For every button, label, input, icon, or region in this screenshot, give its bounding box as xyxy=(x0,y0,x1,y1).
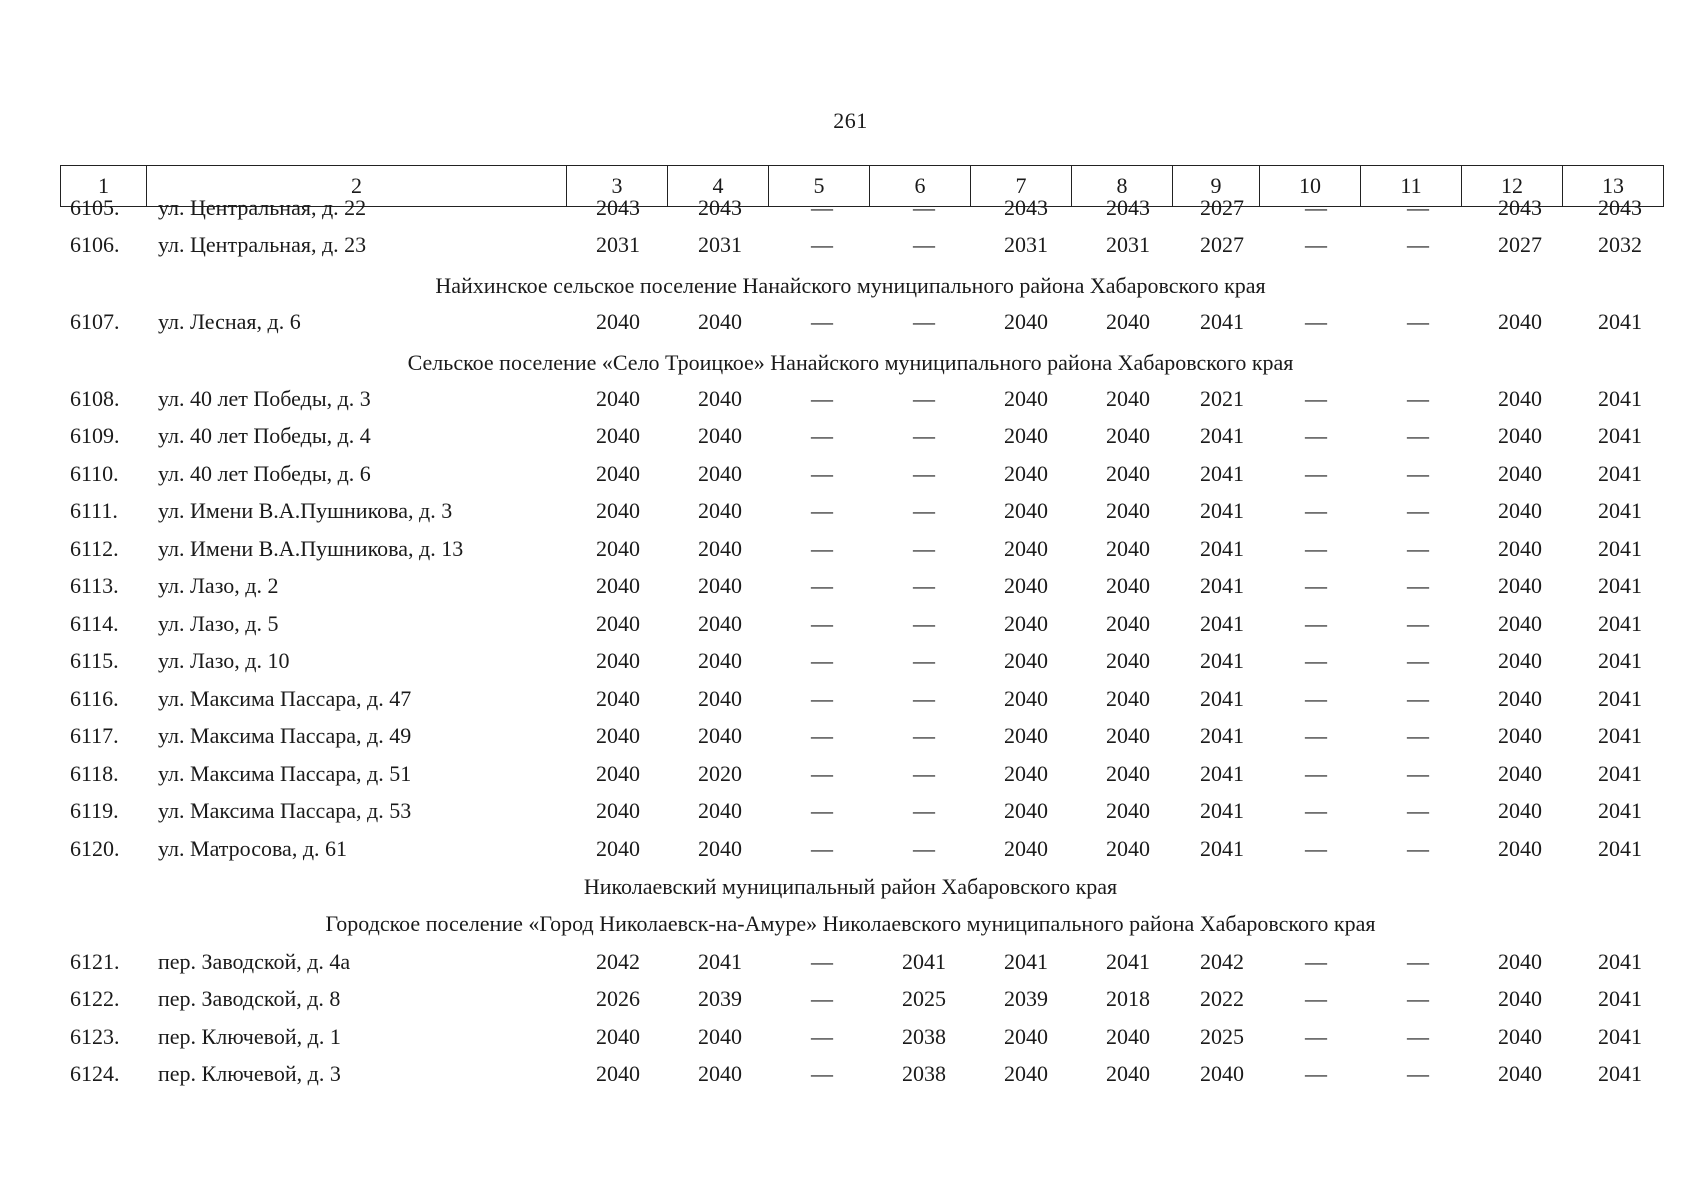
table-row xyxy=(0,227,1701,263)
cell-col-10: — xyxy=(1305,498,1327,523)
cell-col-5: — xyxy=(811,723,833,748)
table-row xyxy=(0,944,1701,980)
cell-col-10: — xyxy=(1305,232,1327,257)
table-row xyxy=(0,304,1701,340)
cell-col-5: — xyxy=(811,309,833,334)
table-row xyxy=(0,793,1701,829)
cell-col-11: — xyxy=(1407,1024,1429,1049)
cell-col-10: — xyxy=(1305,195,1327,220)
cell-col-7: 2040 xyxy=(1004,798,1048,823)
cell-col-6: — xyxy=(913,195,935,220)
cell-col-9: 2027 xyxy=(1200,232,1244,257)
cell-col-6: 2041 xyxy=(902,949,946,974)
cell-col-9: 2041 xyxy=(1200,423,1244,448)
cell-col-10: — xyxy=(1305,986,1327,1011)
cell-col-8: 2040 xyxy=(1106,686,1150,711)
cell-col-9: 2041 xyxy=(1200,686,1244,711)
header-cell-1: 1 xyxy=(61,166,147,207)
cell-col-4: 2040 xyxy=(698,798,742,823)
cell-col-6: — xyxy=(913,686,935,711)
table-row xyxy=(0,1056,1701,1092)
cell-col-13: 2032 xyxy=(1598,232,1642,257)
cell-col-11: — xyxy=(1407,611,1429,636)
cell-col-5: — xyxy=(811,648,833,673)
cell-col-6: — xyxy=(913,573,935,598)
header-cell-9: 9 xyxy=(1173,166,1260,207)
row-address: пер. Ключевой, д. 1 xyxy=(158,1024,341,1049)
cell-col-13: 2041 xyxy=(1598,986,1642,1011)
cell-col-11: — xyxy=(1407,573,1429,598)
cell-col-10: — xyxy=(1305,723,1327,748)
row-address: ул. 40 лет Победы, д. 3 xyxy=(158,386,371,411)
cell-col-5: — xyxy=(811,986,833,1011)
cell-col-12: 2043 xyxy=(1498,195,1542,220)
cell-col-12: 2040 xyxy=(1498,1061,1542,1086)
cell-col-10: — xyxy=(1305,611,1327,636)
cell-col-5: — xyxy=(811,195,833,220)
cell-col-8: 2040 xyxy=(1106,461,1150,486)
cell-col-8: 2040 xyxy=(1106,836,1150,861)
header-cell-3: 3 xyxy=(567,166,668,207)
cell-col-9: 2027 xyxy=(1200,195,1244,220)
row-address: ул. Лазо, д. 5 xyxy=(158,611,279,636)
row-address: ул. Лесная, д. 6 xyxy=(158,309,301,334)
cell-col-4: 2040 xyxy=(698,1061,742,1086)
table-row xyxy=(0,718,1701,754)
cell-col-9: 2041 xyxy=(1200,611,1244,636)
cell-col-7: 2040 xyxy=(1004,1024,1048,1049)
cell-col-4: 2041 xyxy=(698,949,742,974)
row-number: 6109. xyxy=(70,423,120,448)
cell-col-13: 2041 xyxy=(1598,836,1642,861)
cell-col-8: 2040 xyxy=(1106,423,1150,448)
cell-col-11: — xyxy=(1407,986,1429,1011)
row-number: 6117. xyxy=(70,723,119,748)
header-cell-12: 12 xyxy=(1462,166,1563,207)
cell-col-11: — xyxy=(1407,648,1429,673)
cell-col-9: 2041 xyxy=(1200,536,1244,561)
row-number: 6121. xyxy=(70,949,120,974)
row-number: 6114. xyxy=(70,611,119,636)
cell-col-4: 2040 xyxy=(698,461,742,486)
row-address: ул. Максима Пассара, д. 47 xyxy=(158,686,412,711)
cell-col-9: 2021 xyxy=(1200,386,1244,411)
cell-col-11: — xyxy=(1407,309,1429,334)
row-number: 6122. xyxy=(70,986,120,1011)
cell-col-10: — xyxy=(1305,761,1327,786)
row-address: ул. Максима Пассара, д. 51 xyxy=(158,761,412,786)
cell-col-8: 2040 xyxy=(1106,723,1150,748)
table-row xyxy=(0,568,1701,604)
row-number: 6118. xyxy=(70,761,119,786)
cell-col-13: 2041 xyxy=(1598,386,1642,411)
section-heading: Николаевский муниципальный район Хабаровского края xyxy=(583,874,1118,899)
cell-col-4: 2040 xyxy=(698,611,742,636)
cell-col-8: 2040 xyxy=(1106,536,1150,561)
cell-col-6: — xyxy=(913,423,935,448)
cell-col-12: 2040 xyxy=(1498,611,1542,636)
cell-col-11: — xyxy=(1407,498,1429,523)
cell-col-12: 2040 xyxy=(1498,309,1542,334)
table-row xyxy=(0,643,1701,679)
header-cell-4: 4 xyxy=(668,166,769,207)
cell-col-3: 2031 xyxy=(596,232,640,257)
cell-col-3: 2040 xyxy=(596,1024,640,1049)
cell-col-6: — xyxy=(913,761,935,786)
cell-col-3: 2040 xyxy=(596,309,640,334)
cell-col-10: — xyxy=(1305,1024,1327,1049)
cell-col-4: 2031 xyxy=(698,232,742,257)
cell-col-8: 2040 xyxy=(1106,573,1150,598)
cell-col-3: 2043 xyxy=(596,195,640,220)
cell-col-13: 2041 xyxy=(1598,461,1642,486)
cell-col-9: 2041 xyxy=(1200,461,1244,486)
cell-col-3: 2040 xyxy=(596,686,640,711)
cell-col-7: 2040 xyxy=(1004,761,1048,786)
cell-col-7: 2041 xyxy=(1004,949,1048,974)
cell-col-7: 2040 xyxy=(1004,611,1048,636)
cell-col-6: — xyxy=(913,648,935,673)
cell-col-5: — xyxy=(811,423,833,448)
cell-col-13: 2041 xyxy=(1598,949,1642,974)
table-row xyxy=(0,606,1701,642)
row-address: ул. Имени В.А.Пушникова, д. 3 xyxy=(158,498,453,523)
cell-col-11: — xyxy=(1407,761,1429,786)
cell-col-11: — xyxy=(1407,798,1429,823)
cell-col-12: 2040 xyxy=(1498,498,1542,523)
cell-col-8: 2043 xyxy=(1106,195,1150,220)
header-cell-7: 7 xyxy=(971,166,1072,207)
cell-col-9: 2041 xyxy=(1200,798,1244,823)
cell-col-11: — xyxy=(1407,949,1429,974)
cell-col-3: 2040 xyxy=(596,423,640,448)
cell-col-4: 2040 xyxy=(698,573,742,598)
cell-col-4: 2040 xyxy=(698,386,742,411)
table-row xyxy=(0,381,1701,417)
cell-col-5: — xyxy=(811,611,833,636)
cell-col-11: — xyxy=(1407,686,1429,711)
cell-col-6: — xyxy=(913,232,935,257)
row-number: 6107. xyxy=(70,309,120,334)
cell-col-8: 2040 xyxy=(1106,309,1150,334)
cell-col-6: — xyxy=(913,611,935,636)
cell-col-3: 2040 xyxy=(596,798,640,823)
cell-col-12: 2040 xyxy=(1498,986,1542,1011)
row-number: 6108. xyxy=(70,386,120,411)
cell-col-6: — xyxy=(913,386,935,411)
cell-col-11: — xyxy=(1407,723,1429,748)
row-address: ул. Максима Пассара, д. 53 xyxy=(158,798,412,823)
cell-col-10: — xyxy=(1305,798,1327,823)
table-row xyxy=(0,493,1701,529)
cell-col-12: 2040 xyxy=(1498,386,1542,411)
row-address: ул. Лазо, д. 2 xyxy=(158,573,279,598)
row-number: 6106. xyxy=(70,232,120,257)
section-heading: Сельское поселение «Село Троицкое» Нанайского муниципального района Хабаровского края xyxy=(407,350,1294,375)
cell-col-4: 2040 xyxy=(698,1024,742,1049)
cell-col-7: 2040 xyxy=(1004,723,1048,748)
cell-col-6: — xyxy=(913,798,935,823)
table-row xyxy=(0,981,1701,1017)
cell-col-4: 2040 xyxy=(698,498,742,523)
cell-col-5: — xyxy=(811,386,833,411)
cell-col-12: 2040 xyxy=(1498,686,1542,711)
cell-col-9: 2041 xyxy=(1200,498,1244,523)
cell-col-9: 2022 xyxy=(1200,986,1244,1011)
page-number: 261 xyxy=(833,108,868,133)
cell-col-7: 2040 xyxy=(1004,423,1048,448)
cell-col-6: — xyxy=(913,309,935,334)
cell-col-5: — xyxy=(811,1061,833,1086)
cell-col-10: — xyxy=(1305,423,1327,448)
cell-col-8: 2040 xyxy=(1106,498,1150,523)
cell-col-7: 2043 xyxy=(1004,195,1048,220)
cell-col-12: 2040 xyxy=(1498,423,1542,448)
cell-col-4: 2040 xyxy=(698,836,742,861)
cell-col-13: 2043 xyxy=(1598,195,1642,220)
cell-col-6: — xyxy=(913,836,935,861)
row-address: ул. 40 лет Победы, д. 6 xyxy=(158,461,371,486)
cell-col-8: 2040 xyxy=(1106,386,1150,411)
cell-col-11: — xyxy=(1407,461,1429,486)
cell-col-5: — xyxy=(811,232,833,257)
cell-col-8: 2040 xyxy=(1106,611,1150,636)
cell-col-10: — xyxy=(1305,461,1327,486)
row-number: 6111. xyxy=(70,498,118,523)
cell-col-11: — xyxy=(1407,836,1429,861)
cell-col-10: — xyxy=(1305,1061,1327,1086)
row-address: пер. Заводской, д. 8 xyxy=(158,986,341,1011)
cell-col-13: 2041 xyxy=(1598,573,1642,598)
cell-col-7: 2039 xyxy=(1004,986,1048,1011)
header-cell-8: 8 xyxy=(1072,166,1173,207)
cell-col-10: — xyxy=(1305,573,1327,598)
table-row xyxy=(0,756,1701,792)
row-address: ул. Имени В.А.Пушникова, д. 13 xyxy=(158,536,464,561)
cell-col-5: — xyxy=(811,836,833,861)
cell-col-6: — xyxy=(913,498,935,523)
cell-col-8: 2040 xyxy=(1106,648,1150,673)
row-address: ул. Лазо, д. 10 xyxy=(158,648,290,673)
cell-col-12: 2040 xyxy=(1498,761,1542,786)
table-row xyxy=(0,418,1701,454)
cell-col-7: 2040 xyxy=(1004,309,1048,334)
cell-col-11: — xyxy=(1407,232,1429,257)
cell-col-4: 2040 xyxy=(698,423,742,448)
cell-col-3: 2040 xyxy=(596,648,640,673)
cell-col-3: 2042 xyxy=(596,949,640,974)
cell-col-11: — xyxy=(1407,386,1429,411)
row-number: 6105. xyxy=(70,195,120,220)
row-address: ул. 40 лет Победы, д. 4 xyxy=(158,423,371,448)
cell-col-3: 2040 xyxy=(596,461,640,486)
cell-col-7: 2031 xyxy=(1004,232,1048,257)
cell-col-10: — xyxy=(1305,949,1327,974)
cell-col-9: 2041 xyxy=(1200,836,1244,861)
header-cell-5: 5 xyxy=(769,166,870,207)
cell-col-3: 2040 xyxy=(596,573,640,598)
cell-col-3: 2040 xyxy=(596,386,640,411)
cell-col-5: — xyxy=(811,686,833,711)
cell-col-9: 2041 xyxy=(1200,573,1244,598)
table-row xyxy=(0,831,1701,867)
cell-col-5: — xyxy=(811,498,833,523)
cell-col-8: 2040 xyxy=(1106,1061,1150,1086)
cell-col-8: 2018 xyxy=(1106,986,1150,1011)
cell-col-11: — xyxy=(1407,423,1429,448)
cell-col-9: 2041 xyxy=(1200,761,1244,786)
cell-col-13: 2041 xyxy=(1598,1024,1642,1049)
table-row xyxy=(0,190,1701,226)
cell-col-6: — xyxy=(913,461,935,486)
row-number: 6115. xyxy=(70,648,119,673)
cell-col-4: 2040 xyxy=(698,536,742,561)
cell-col-12: 2040 xyxy=(1498,536,1542,561)
row-number: 6112. xyxy=(70,536,119,561)
cell-col-3: 2040 xyxy=(596,723,640,748)
cell-col-12: 2040 xyxy=(1498,798,1542,823)
cell-col-5: — xyxy=(811,798,833,823)
cell-col-3: 2040 xyxy=(596,836,640,861)
header-cell-2: 2 xyxy=(147,166,567,207)
cell-col-9: 2041 xyxy=(1200,648,1244,673)
cell-col-7: 2040 xyxy=(1004,498,1048,523)
cell-col-13: 2041 xyxy=(1598,498,1642,523)
header-cell-6: 6 xyxy=(870,166,971,207)
cell-col-7: 2040 xyxy=(1004,836,1048,861)
row-address: ул. Матросова, д. 61 xyxy=(158,836,348,861)
cell-col-10: — xyxy=(1305,386,1327,411)
cell-col-10: — xyxy=(1305,686,1327,711)
cell-col-11: — xyxy=(1407,536,1429,561)
cell-col-13: 2041 xyxy=(1598,798,1642,823)
cell-col-12: 2027 xyxy=(1498,232,1542,257)
cell-col-4: 2039 xyxy=(698,986,742,1011)
row-number: 6123. xyxy=(70,1024,120,1049)
cell-col-7: 2040 xyxy=(1004,386,1048,411)
cell-col-3: 2040 xyxy=(596,1061,640,1086)
cell-col-10: — xyxy=(1305,836,1327,861)
cell-col-4: 2020 xyxy=(698,761,742,786)
row-number: 6119. xyxy=(70,798,119,823)
cell-col-13: 2041 xyxy=(1598,423,1642,448)
cell-col-8: 2041 xyxy=(1106,949,1150,974)
cell-col-13: 2041 xyxy=(1598,723,1642,748)
cell-col-13: 2041 xyxy=(1598,1061,1642,1086)
row-address: ул. Центральная, д. 23 xyxy=(158,232,367,257)
row-number: 6113. xyxy=(70,573,119,598)
cell-col-11: — xyxy=(1407,1061,1429,1086)
table-row xyxy=(0,1019,1701,1055)
row-number: 6124. xyxy=(70,1061,120,1086)
cell-col-4: 2043 xyxy=(698,195,742,220)
cell-col-12: 2040 xyxy=(1498,723,1542,748)
cell-col-3: 2026 xyxy=(596,986,640,1011)
cell-col-12: 2040 xyxy=(1498,573,1542,598)
cell-col-7: 2040 xyxy=(1004,648,1048,673)
cell-col-4: 2040 xyxy=(698,686,742,711)
cell-col-5: — xyxy=(811,573,833,598)
table-row xyxy=(0,681,1701,717)
header-cell-10: 10 xyxy=(1260,166,1361,207)
section-heading: Городское поселение «Город Николаевск-на-Амуре» Николаевского муниципального района Хабаровского края xyxy=(325,911,1376,936)
cell-col-4: 2040 xyxy=(698,723,742,748)
cell-col-7: 2040 xyxy=(1004,1061,1048,1086)
cell-col-9: 2041 xyxy=(1200,723,1244,748)
cell-col-5: — xyxy=(811,949,833,974)
row-address: ул. Максима Пассара, д. 49 xyxy=(158,723,412,748)
cell-col-6: 2038 xyxy=(902,1024,946,1049)
row-address: ул. Центральная, д. 22 xyxy=(158,195,367,220)
row-number: 6110. xyxy=(70,461,119,486)
cell-col-12: 2040 xyxy=(1498,1024,1542,1049)
header-cell-11: 11 xyxy=(1361,166,1462,207)
cell-col-7: 2040 xyxy=(1004,686,1048,711)
cell-col-12: 2040 xyxy=(1498,836,1542,861)
cell-col-6: 2025 xyxy=(902,986,946,1011)
cell-col-7: 2040 xyxy=(1004,461,1048,486)
row-address: пер. Ключевой, д. 3 xyxy=(158,1061,341,1086)
cell-col-9: 2040 xyxy=(1200,1061,1244,1086)
cell-col-10: — xyxy=(1305,309,1327,334)
cell-col-13: 2041 xyxy=(1598,309,1642,334)
cell-col-13: 2041 xyxy=(1598,648,1642,673)
cell-col-8: 2031 xyxy=(1106,232,1150,257)
cell-col-9: 2042 xyxy=(1200,949,1244,974)
header-cell-13: 13 xyxy=(1563,166,1664,207)
cell-col-13: 2041 xyxy=(1598,761,1642,786)
cell-col-10: — xyxy=(1305,648,1327,673)
cell-col-6: 2038 xyxy=(902,1061,946,1086)
cell-col-4: 2040 xyxy=(698,309,742,334)
cell-col-4: 2040 xyxy=(698,648,742,673)
cell-col-5: — xyxy=(811,536,833,561)
cell-col-3: 2040 xyxy=(596,536,640,561)
table-row xyxy=(0,531,1701,567)
cell-col-8: 2040 xyxy=(1106,798,1150,823)
cell-col-13: 2041 xyxy=(1598,611,1642,636)
cell-col-7: 2040 xyxy=(1004,536,1048,561)
row-address: пер. Заводской, д. 4а xyxy=(158,949,351,974)
cell-col-9: 2041 xyxy=(1200,309,1244,334)
cell-col-13: 2041 xyxy=(1598,686,1642,711)
cell-col-3: 2040 xyxy=(596,761,640,786)
cell-col-10: — xyxy=(1305,536,1327,561)
cell-col-6: — xyxy=(913,536,935,561)
cell-col-5: — xyxy=(811,761,833,786)
section-heading: Найхинское сельское поселение Нанайского муниципального района Хабаровского края xyxy=(435,273,1266,298)
table-row xyxy=(0,456,1701,492)
cell-col-12: 2040 xyxy=(1498,648,1542,673)
row-number: 6120. xyxy=(70,836,120,861)
cell-col-12: 2040 xyxy=(1498,949,1542,974)
cell-col-7: 2040 xyxy=(1004,573,1048,598)
cell-col-8: 2040 xyxy=(1106,1024,1150,1049)
cell-col-11: — xyxy=(1407,195,1429,220)
row-number: 6116. xyxy=(70,686,119,711)
cell-col-6: — xyxy=(913,723,935,748)
cell-col-9: 2025 xyxy=(1200,1024,1244,1049)
cell-col-13: 2041 xyxy=(1598,536,1642,561)
cell-col-8: 2040 xyxy=(1106,761,1150,786)
cell-col-3: 2040 xyxy=(596,611,640,636)
cell-col-3: 2040 xyxy=(596,498,640,523)
cell-col-5: — xyxy=(811,1024,833,1049)
cell-col-5: — xyxy=(811,461,833,486)
cell-col-12: 2040 xyxy=(1498,461,1542,486)
